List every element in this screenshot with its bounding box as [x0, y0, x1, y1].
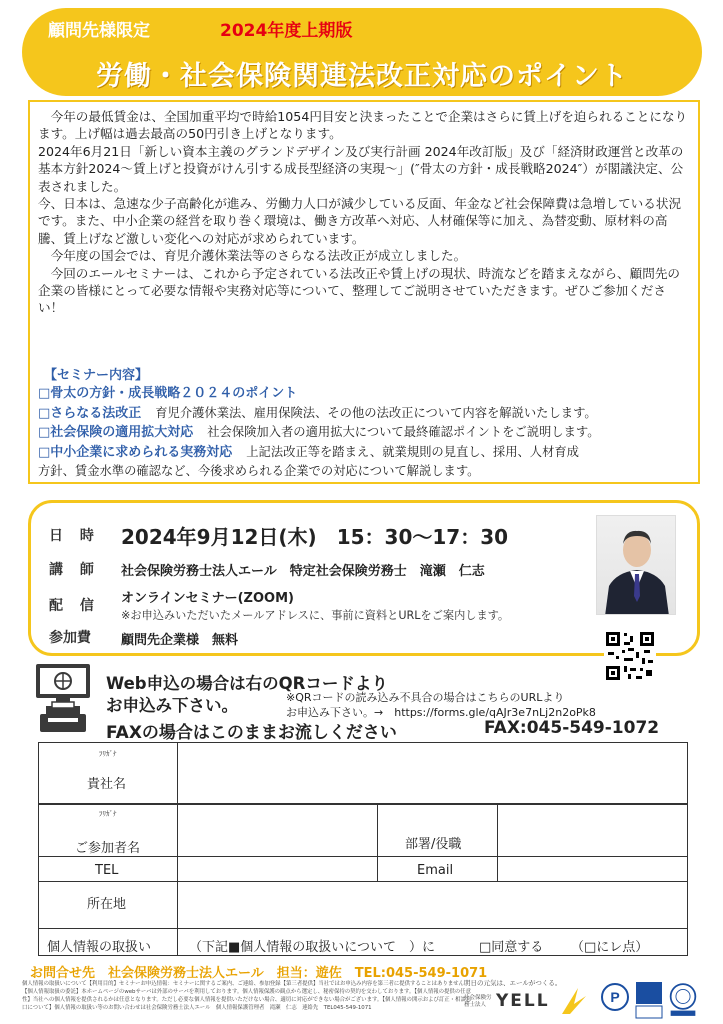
seminar-item-continuation: 方針、賃金水準の確認など、今後求められる企業での対応について解説します。 — [38, 464, 480, 479]
yell-mark-icon — [560, 986, 588, 1016]
delivery-note: ※お申込みいただいたメールアドレスに、事前に資料とURLをご案内します。 — [121, 609, 510, 622]
fax-number: FAX:045-549-1072 — [484, 718, 660, 738]
form-row-divider — [39, 881, 687, 882]
lecturer-value: 社会保険労務士法人エール 特定社会保険労務士 滝瀬 仁志 — [121, 564, 485, 579]
seminar-list — [38, 384, 698, 481]
intro-paragraph: 今回のエールセミナーは、これから予定されている法改正や賃上げの現状、時流などを踏まえながら、顧問先の企業の皆様にとって必要な情報や実務対応等について、整理してご説明させていただきます。ぜひご参加ください！ — [38, 265, 681, 316]
fax-instruction: FAXの場合はこのままお流しください — [106, 723, 397, 743]
seminar-item-desc: 社会保険加入者の適用拡大について最終確認ポイントをご説明します。 — [207, 425, 600, 440]
delivery-value: オンラインセミナー(ZOOM) — [121, 591, 294, 606]
page-title: 労働・社会保険関連法改正対応のポイント — [96, 61, 628, 92]
intro-box — [28, 100, 700, 484]
lecturer-photo-icon — [597, 516, 676, 615]
iso-badge-icon — [668, 980, 698, 1020]
intro-paragraph: 今、日本は、急速な少子高齢化が進み、労働力人口が減少している反面、年金など社会保障費は急増している状況です。また、中小企業の経営を取り巻く環境は、働き方改革へ対応、人材確保等に加え、為替変動、原材料の高騰、賃上げなど激しい変化への対応が求められています。 — [38, 196, 682, 246]
form-col-divider — [377, 803, 378, 881]
svg-text:P: P — [610, 989, 620, 1005]
yell-logo — [460, 978, 590, 1020]
address-label: 所在地 — [87, 897, 127, 912]
date-value: 2024年9月12日(木) 15：30～17：30 — [121, 525, 509, 549]
qr-note: ※QRコードの読み込み不具合の場合はこちらのURLより — [286, 691, 565, 704]
seminar-item-title: □骨太の方針・成長戦略２０２４のポイント — [38, 386, 298, 401]
check-hint: （□にレ点） — [571, 940, 649, 955]
header-banner — [22, 8, 702, 96]
participant-label: ご参加者名 — [75, 841, 141, 856]
lecturer-label: 講 師 — [49, 562, 100, 578]
fax-pc-icon — [34, 662, 92, 734]
intro-paragraph: 今年度の国会では、育児介護休業法等のさらなる法改正が成立しました。 — [38, 248, 467, 264]
privacy-text: （下記■個人情報の取扱いについて ）に — [189, 940, 436, 955]
qr-code-icon — [604, 630, 656, 682]
tel-label: TEL — [95, 863, 119, 878]
seminar-item — [38, 404, 698, 424]
computer-fax-icon — [34, 662, 92, 734]
form-col-divider — [177, 743, 178, 956]
lecturer-photo — [596, 515, 676, 615]
period-label: 2024年度上期版 — [220, 21, 353, 41]
limited-label: 顧問先様限定 — [48, 21, 150, 41]
privacy-notice: 個人情報の取扱いについて【利用目的】セミナーお申込情報：セミナーに関するご案内、ご連絡、参加登録【第三者提供】当社ではお申込み内容を第三者に提供することはありません。【個人情報取扱の委託】本ホームページのwebサーバは外部のサーバを利用しております。個人情報保護の観点から選定し、秘密保持の契約を交わしております。【個人情報の提供の任意性】当社への個人情報を提供されるかは任意となります。ただし必要な個人情報を提供いただけない場合、適切に対応ができない場合がございます。【個人情報の開示および訂正・相談窓口について】個人情報の取扱い等のお問い合わせは社会保険労務士法人エール 個人情報保護管理者 滝瀬 仁志 連絡先 TEL045-549-1071 — [22, 981, 472, 1011]
yell-sub: 社会保険労務士法人 — [464, 995, 492, 1008]
seminar-item — [38, 423, 698, 443]
application-form — [38, 742, 688, 956]
date-label: 日 時 — [49, 528, 100, 544]
form-col-divider — [497, 803, 498, 881]
seminar-item-title: □中小企業に求められる実務対応 — [38, 444, 233, 460]
seminar-item-desc: 上記法改正等を踏まえ、就業規則の見直し、採用、人材育成 — [246, 444, 579, 459]
fee-value: 顧問先企業様 無料 — [121, 633, 239, 648]
privacy-label: 個人情報の取扱い — [47, 940, 152, 955]
seminar-item-title: □社会保険の適用拡大対応 — [38, 425, 194, 441]
yell-name: YELL — [496, 991, 550, 1011]
form-row-divider — [39, 928, 687, 929]
company-label: 貴社名 — [87, 777, 127, 792]
seminar-item — [38, 443, 698, 463]
furigana-label: ﾌﾘｶﾞﾅ — [99, 750, 117, 758]
form-url-link[interactable]: お申込み下さい。→ https://forms.gle/qAJr3e7nLj2n2oPk8 — [286, 706, 596, 719]
delivery-label: 配 信 — [49, 598, 100, 614]
email-label: Email — [417, 863, 454, 878]
department-label: 部署/役職 — [405, 837, 462, 852]
seminar-item-title: □さらなる法改正 — [38, 405, 142, 421]
contact-info: お問合せ先 社会保険労務士法人エール 担当：遊佐 TEL:045-549-1071 — [30, 966, 488, 981]
seminar-item-desc: 育児介護休業法、雇用保険法、その他の法改正について内容を解説いたします。 — [155, 405, 597, 420]
form-row-divider — [39, 803, 687, 805]
qr-code[interactable] — [604, 630, 656, 682]
intro-paragraph: 今年の最低賃金は、全国加重平均で時給1054円目安と決まったことで企業はさらに賃上げを迫られることになります。上げ幅は過去最高の50円引き上げとなります。 — [38, 109, 688, 142]
form-row-divider — [39, 856, 687, 857]
seminar-heading: 【セミナー内容】 — [44, 368, 149, 383]
web-apply-line2: お申込み下さい。 — [106, 696, 238, 715]
furigana-label: ﾌﾘｶﾞﾅ — [99, 810, 117, 818]
event-details-box — [28, 500, 700, 656]
intro-paragraph: 2024年6月21日「新しい資本主義のグランドデザイン及び実行計画 2024年改訂版」及び「経済財政運営と改革の基本方針2024～賃上げと投資がけん引する成長型経済の実現～」(″骨太の方針・成長戦略2024″）が閣議決定、公表されました。 — [38, 143, 684, 194]
seminar-item — [38, 384, 698, 404]
ms-jab-icon — [634, 980, 664, 1020]
privacy-mark-icon — [600, 980, 630, 1020]
web-apply-line: Web申込の場合は右のQRコードより — [106, 674, 388, 693]
agree-checkbox[interactable]: □同意する — [479, 940, 544, 955]
yell-tagline: 明日の元気は、エールがつくる。 — [464, 979, 562, 987]
fee-label: 参加費 — [49, 630, 91, 646]
